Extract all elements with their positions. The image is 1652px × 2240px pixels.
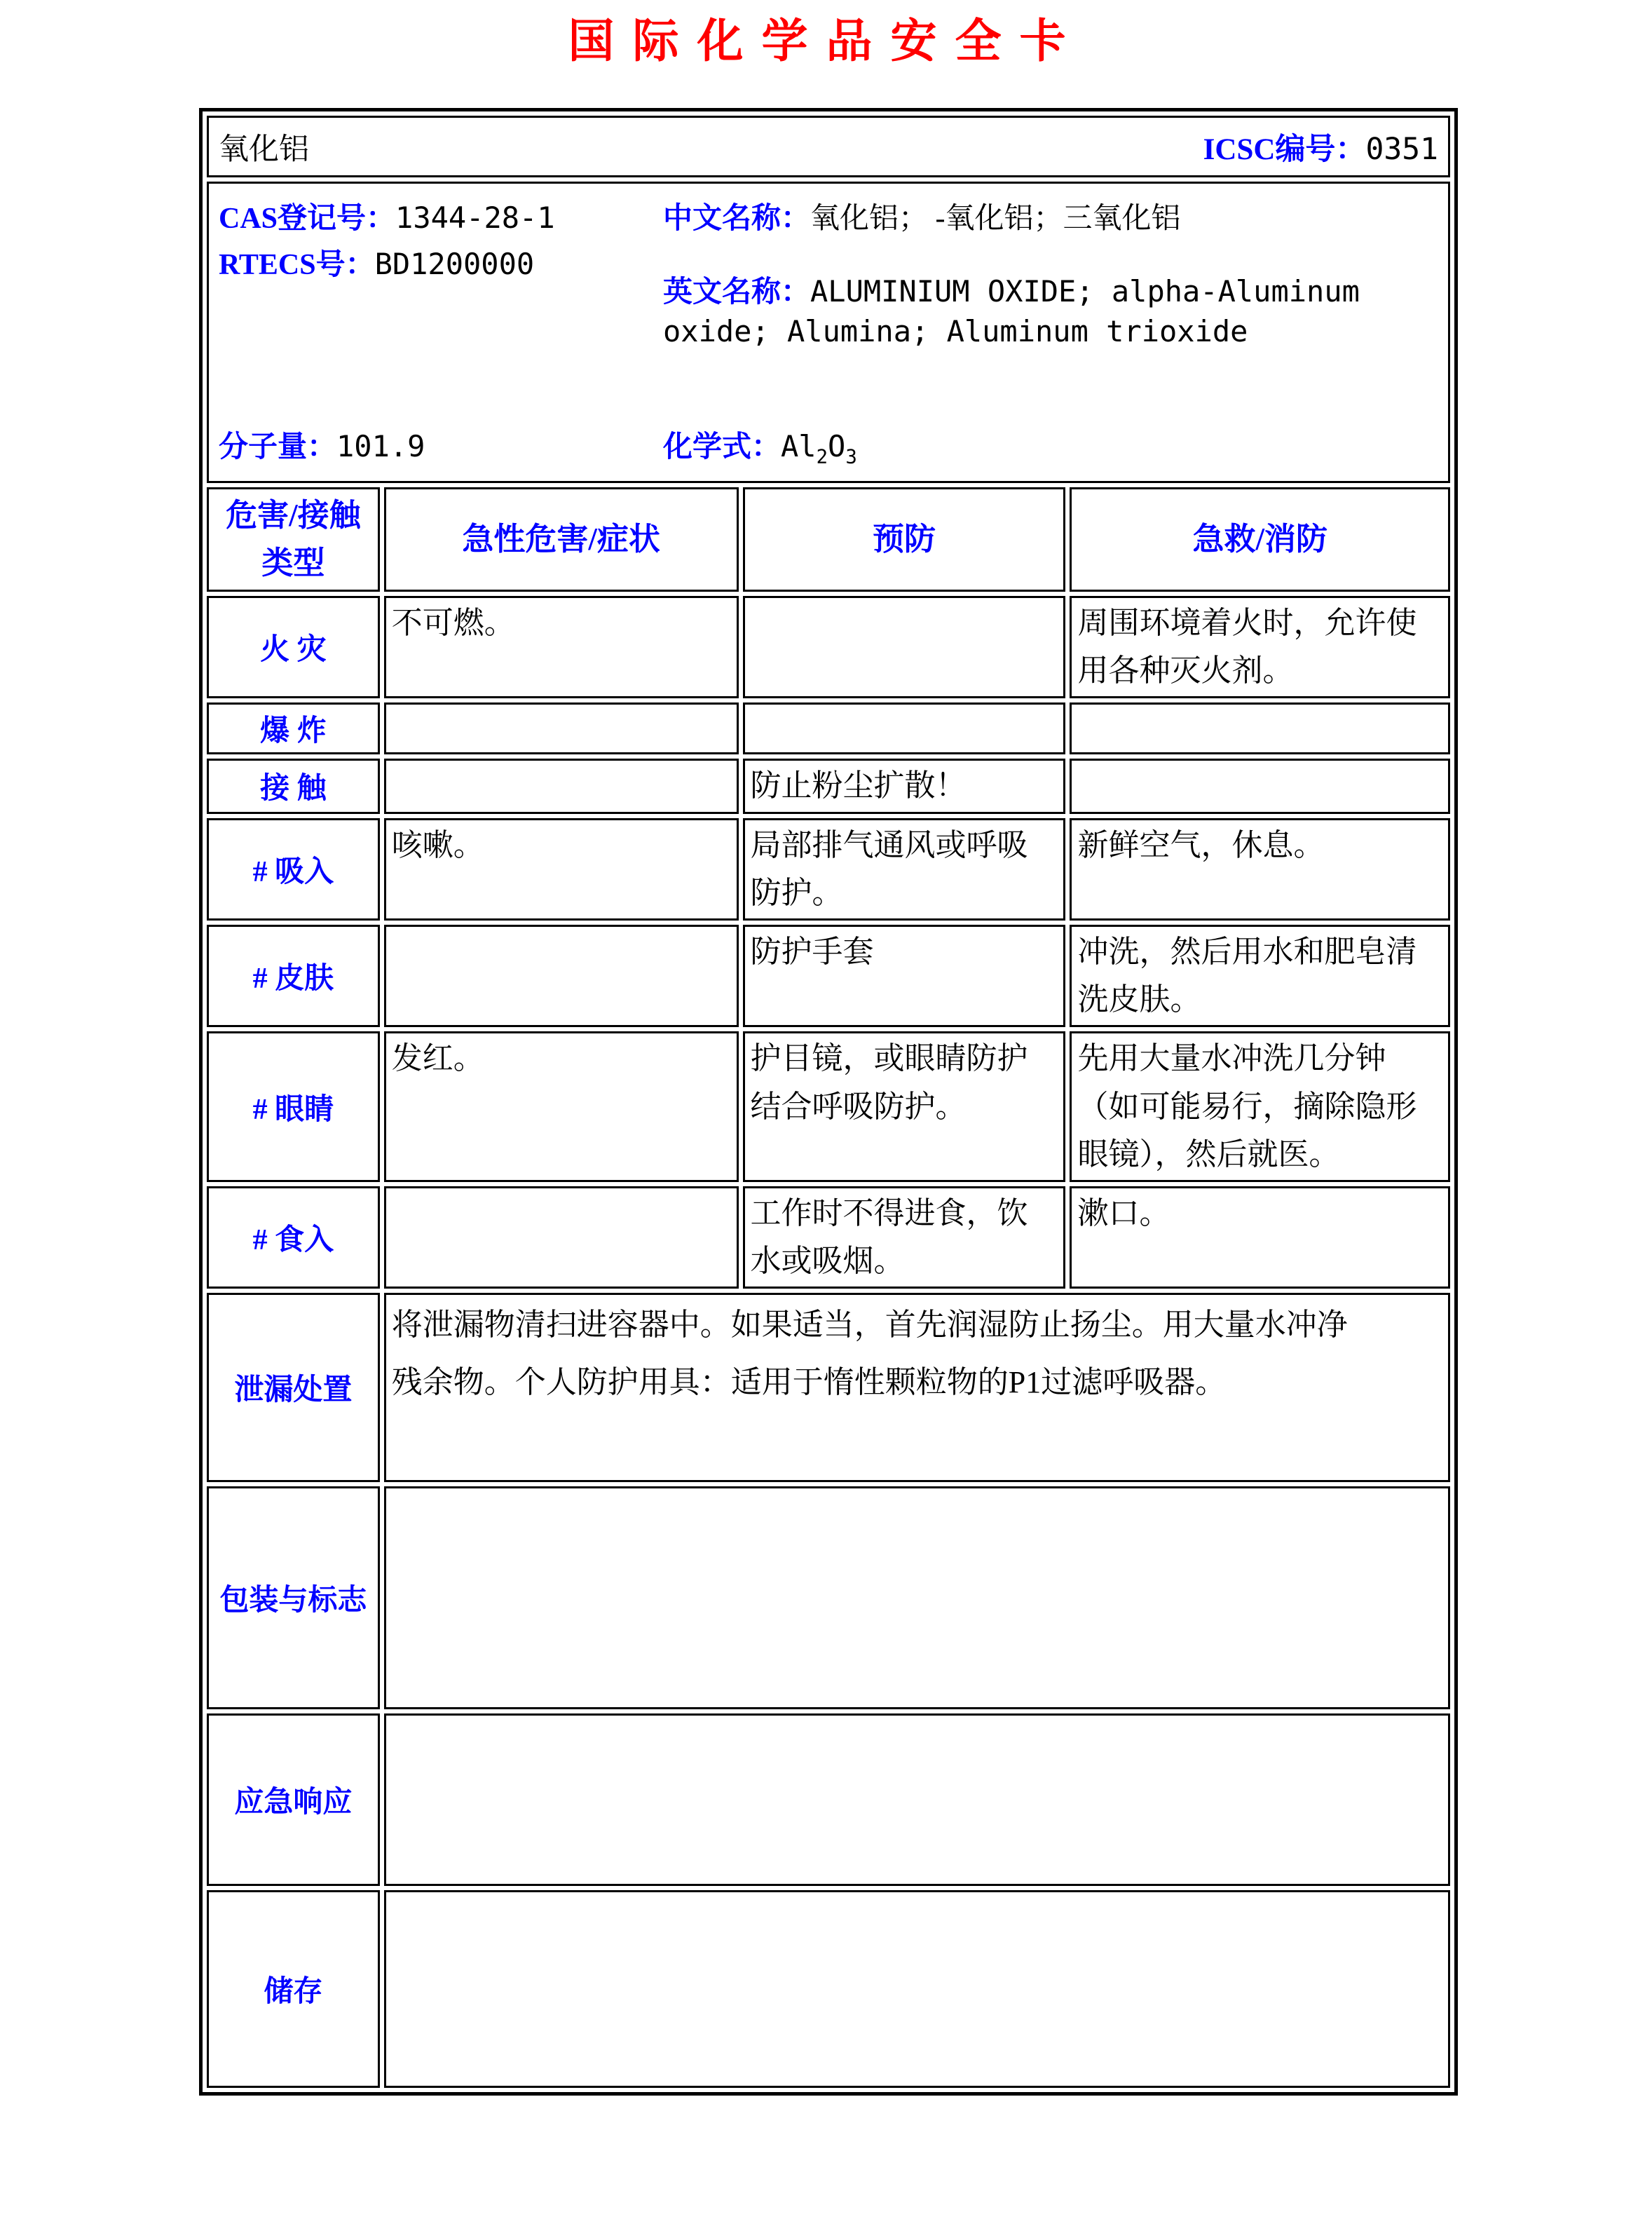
inhalation-prevention-cell: 局部排气通风或呼吸防护。 xyxy=(743,818,1066,921)
cas-number-value: 1344-28-1 xyxy=(395,201,555,235)
eyes-symptoms-cell: 发红。 xyxy=(384,1031,739,1182)
english-name-label: 英文名称： xyxy=(663,276,811,308)
hazard-type-label: 爆 炸 xyxy=(207,702,380,754)
rtecs-number-line xyxy=(219,241,534,283)
eyes-prevention-cell: 护目镜，或眼睛防护结合呼吸防护。 xyxy=(743,1031,1066,1182)
hazard-row-eyes xyxy=(207,1031,1450,1182)
column-header-prevention: 预防 xyxy=(743,487,1066,592)
hazard-type-label: # 食入 xyxy=(207,1186,380,1289)
rtecs-number-value: BD1200000 xyxy=(374,247,535,281)
rtecs-number-label: RTECS号： xyxy=(219,249,375,281)
chinese-name-value: 氧化铝； -氧化铝；三氧化铝 xyxy=(810,203,1181,235)
contact-prevention-cell: 防止粉尘扩散！ xyxy=(743,759,1066,813)
formula-subscript: 2 xyxy=(816,446,828,468)
section-label: 储存 xyxy=(207,1890,380,2088)
section-label: 包装与标志 xyxy=(207,1486,380,1709)
hazard-row-skin xyxy=(207,925,1450,1027)
ingestion-symptoms-cell xyxy=(384,1186,739,1289)
skin-prevention-cell: 防护手套 xyxy=(743,925,1066,1027)
eyes-first-aid-cell: 先用大量水冲洗几分钟（如可能易行，摘除隐形眼镜），然后就医。 xyxy=(1070,1031,1450,1182)
cas-number-label: CAS登记号： xyxy=(219,203,396,235)
section-row-spill-disposal xyxy=(207,1293,1450,1482)
hazard-row-contact xyxy=(207,759,1450,813)
molecular-weight-label: 分子量： xyxy=(219,431,337,463)
card-header-row xyxy=(207,116,1450,177)
icsc-number xyxy=(1203,125,1438,168)
hazard-row-inhalation xyxy=(207,818,1450,921)
formula-part: Al xyxy=(781,429,817,463)
contact-first-aid-cell xyxy=(1070,759,1450,813)
hazard-row-explosion xyxy=(207,702,1450,754)
section-label: 应急响应 xyxy=(207,1713,380,1886)
chemical-formula-value xyxy=(781,429,857,468)
icsc-card-table xyxy=(199,108,1458,2096)
hazard-header-row xyxy=(207,487,1450,592)
english-name-line xyxy=(663,272,1448,353)
hazard-type-label: # 吸入 xyxy=(207,818,380,921)
card-header-cell xyxy=(207,116,1450,177)
formula-part: O xyxy=(828,429,846,463)
section-row-emergency-response xyxy=(207,1713,1450,1886)
icsc-number-label: ICSC编号： xyxy=(1203,133,1366,166)
page-title: 国际化学品安全卡 xyxy=(568,16,1084,67)
fire-symptoms-cell: 不可燃。 xyxy=(384,596,739,698)
molecular-weight-line xyxy=(219,423,425,466)
section-row-packaging-labelling xyxy=(207,1486,1450,1709)
card-header-inner xyxy=(219,125,1438,168)
fire-prevention-cell xyxy=(743,596,1066,698)
fire-first-aid-cell: 周围环境着火时，允许使用各种灭火剂。 xyxy=(1070,596,1450,698)
icsc-number-value: 0351 xyxy=(1365,131,1438,167)
column-header-first-aid: 急救/消防 xyxy=(1070,487,1450,592)
spill-disposal-content-cell xyxy=(384,1293,1450,1482)
identity-row xyxy=(207,182,1450,483)
ingestion-prevention-cell: 工作时不得进食，饮水或吸烟。 xyxy=(743,1186,1066,1289)
section-row-storage xyxy=(207,1890,1450,2088)
explosion-prevention-cell xyxy=(743,702,1066,754)
chemical-formula-label: 化学式： xyxy=(663,431,781,463)
cas-number-line xyxy=(219,195,555,237)
skin-first-aid-cell: 冲洗，然后用水和肥皂清洗皮肤。 xyxy=(1070,925,1450,1027)
skin-symptoms-cell xyxy=(384,925,739,1027)
inhalation-first-aid-cell: 新鲜空气，休息。 xyxy=(1070,818,1450,921)
emergency-response-content-cell xyxy=(384,1713,1450,1886)
chemical-formula-line xyxy=(663,423,857,468)
hazard-row-fire xyxy=(207,596,1450,698)
molecular-weight-value: 101.9 xyxy=(336,429,425,463)
formula-subscript: 3 xyxy=(845,446,857,468)
identity-cell xyxy=(207,182,1450,483)
hazard-row-ingestion xyxy=(207,1186,1450,1289)
contact-symptoms-cell xyxy=(384,759,739,813)
hazard-type-label: 火 灾 xyxy=(207,596,380,698)
column-header-symptoms: 急性危害/症状 xyxy=(384,487,739,592)
spill-disposal-text: 将泄漏物清扫进容器中。如果适当，首先润湿防止扬尘。用大量水冲净残余物。个人防护用具：适用于惰性颗粒物的P1过滤呼吸器。 xyxy=(391,1308,1348,1399)
storage-content-cell xyxy=(384,1890,1450,2088)
hazard-type-label: # 眼睛 xyxy=(207,1031,380,1182)
section-label: 泄漏处置 xyxy=(207,1293,380,1482)
ingestion-first-aid-cell: 漱口。 xyxy=(1070,1186,1450,1289)
column-header-hazard-type: 危害/接触类型 xyxy=(207,487,380,592)
explosion-first-aid-cell xyxy=(1070,702,1450,754)
hazard-type-label: # 皮肤 xyxy=(207,925,380,1027)
substance-name: 氧化铝 xyxy=(219,133,309,166)
inhalation-symptoms-cell: 咳嗽。 xyxy=(384,818,739,921)
english-name-value: ALUMINIUM OXIDE; alpha-Aluminum oxide; Alumina; Aluminum trioxide xyxy=(663,274,1360,349)
hazard-type-label: 接 触 xyxy=(207,759,380,813)
chinese-name-line xyxy=(663,195,1181,237)
packaging-labelling-content-cell xyxy=(384,1486,1450,1709)
chinese-name-label: 中文名称： xyxy=(663,203,811,235)
explosion-symptoms-cell xyxy=(384,702,739,754)
